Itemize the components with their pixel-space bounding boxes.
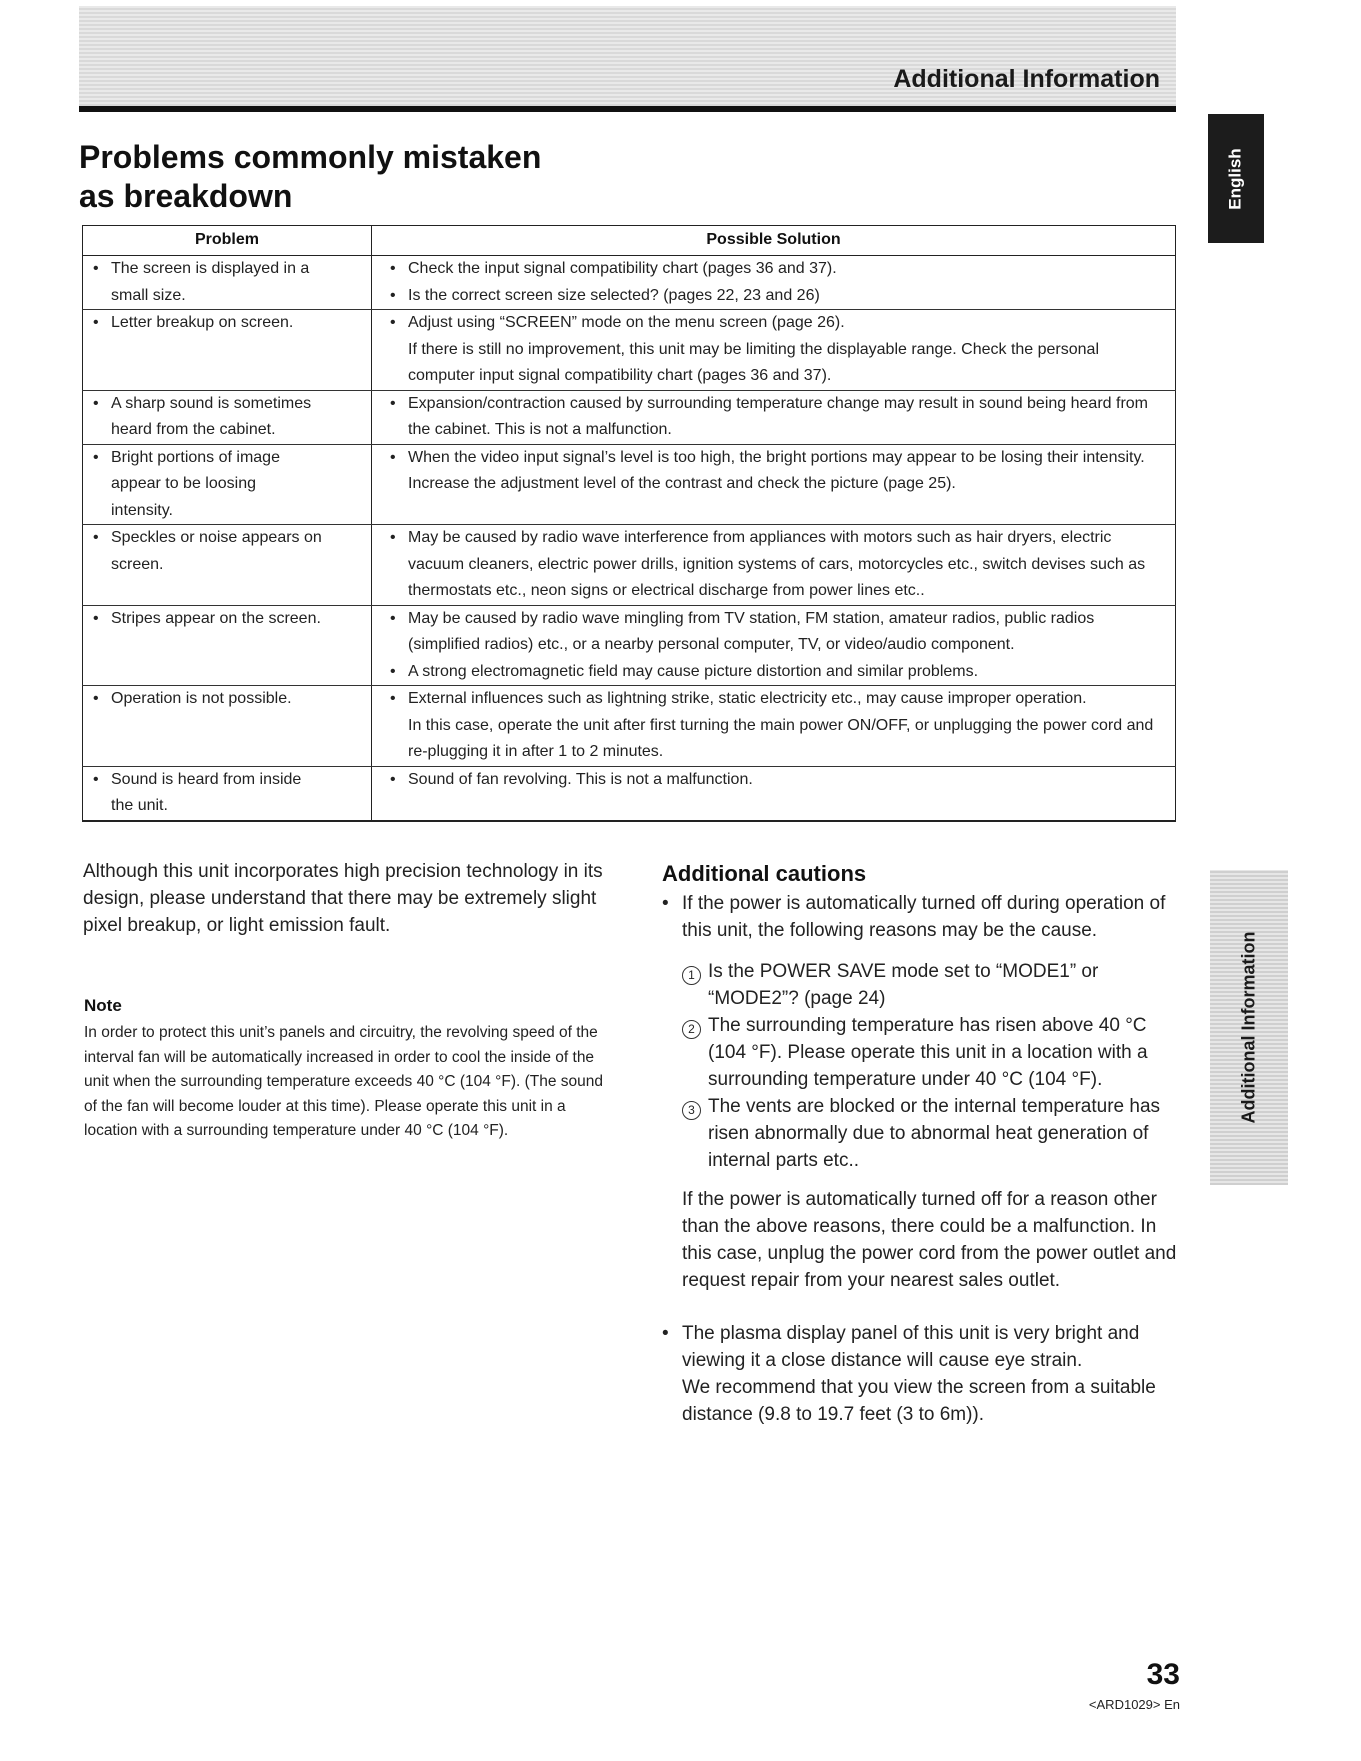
bullet-icon: • — [390, 770, 396, 788]
bullet-icon: • — [390, 260, 396, 277]
bullet-icon: • — [390, 448, 396, 466]
page-title-line-2: as breakdown — [79, 178, 293, 214]
header-section-title: Additional Information — [893, 65, 1160, 93]
problem-text: Operation is not possible. — [111, 690, 292, 707]
troubleshooting-table — [82, 225, 1176, 822]
note-label: Note — [84, 996, 122, 1015]
bullet-icon: • — [390, 314, 396, 331]
table-body — [83, 256, 1176, 821]
bullet-icon: • — [390, 286, 396, 304]
problem-cell — [83, 390, 372, 444]
circled-number-icon: 1 — [682, 960, 704, 1012]
problem-cell — [83, 525, 372, 606]
bullet-icon: • — [662, 893, 669, 914]
solution-text: A strong electromagnetic field may cause picture distortion and similar problems. — [408, 662, 979, 680]
header-band — [79, 6, 1176, 106]
table-row — [83, 444, 1176, 525]
solution-text: May be caused by radio wave mingling from TV station, FM station, amateur radios, public radios (simplified radios) etc., or a nearby personal computer, TV, or video/audio component. — [408, 609, 1095, 653]
additional-cautions — [662, 860, 1182, 1428]
section-tab-label: Additional Information — [1238, 931, 1259, 1124]
solution-cell — [372, 525, 1176, 606]
problem-text: Bright portions of image appear to be loosing intensity. — [111, 448, 280, 519]
problem-cell — [83, 766, 372, 821]
column-header-solution: Possible Solution — [372, 226, 1176, 256]
list-item — [682, 958, 1182, 1012]
page-number: 33 — [1146, 1658, 1180, 1691]
problem-text: Speckles or noise appears on screen. — [111, 529, 322, 573]
bullet-icon: • — [93, 260, 99, 277]
bullet-icon: • — [93, 448, 99, 466]
table-row — [83, 256, 1176, 310]
table-row — [83, 390, 1176, 444]
caution-item — [662, 890, 1182, 1294]
bullet-icon: • — [93, 609, 99, 627]
solution-text: Check the input signal compatibility chart (pages 36 and 37). — [408, 260, 837, 277]
solution-text: Increase the adjustment level of the contrast and check the picture (page 25). — [408, 475, 956, 492]
list-item-text: The vents are blocked or the internal temperature has risen abnormally due to abnormal heat generation of internal parts etc.. — [708, 1096, 1161, 1171]
solution-text: In this case, operate the unit after first turning the main power ON/OFF, or unplugging the power cord and re-plugging it in after 1 to 2 minutes. — [408, 716, 1154, 760]
column-header-problem: Problem — [83, 226, 372, 256]
solution-cell — [372, 256, 1176, 310]
solution-cell — [372, 444, 1176, 525]
bullet-icon: • — [662, 1323, 669, 1344]
solution-text: Is the correct screen size selected? (pages 22, 23 and 26) — [408, 286, 820, 304]
solution-text: May be caused by radio wave interference from appliances with motors such as hair dryers, electric vacuum cleaners, electric power drills, ignition systems of cars, motorcycles etc., switch devises such as thermostats etc., neon signs or electrical discharge from power lines etc.. — [408, 529, 1146, 599]
caution-followup-text: If the power is automatically turned off for a reason other than the above reasons, there could be a malfunction. In this case, unplug the power cord from the power outlet and request repair from your nearest sales outlet. — [682, 1189, 1177, 1291]
problem-cell — [83, 686, 372, 767]
document-code: <ARD1029> En — [1088, 1697, 1180, 1712]
cautions-title: Additional cautions — [662, 861, 867, 886]
bullet-icon: • — [390, 690, 396, 707]
bullet-icon: • — [93, 770, 99, 788]
problem-text: Stripes appear on the screen. — [111, 609, 321, 627]
header-rule — [79, 106, 1176, 112]
table-row — [83, 686, 1176, 767]
table-row — [83, 766, 1176, 821]
bullet-icon: • — [93, 314, 99, 331]
problem-text: Sound is heard from inside the unit. — [111, 770, 302, 814]
caution-item-text: If the power is automatically turned off during operation of this unit, the following reasons may be the cause. — [682, 893, 1166, 941]
caution-item-text: We recommend that you view the screen from a suitable distance (9.8 to 19.7 feet (3 to 6m)). — [682, 1377, 1156, 1425]
table-row — [83, 310, 1176, 391]
problem-text: The screen is displayed in a small size. — [111, 260, 310, 304]
solution-text: Sound of fan revolving. This is not a malfunction. — [408, 770, 753, 788]
solution-cell — [372, 605, 1176, 686]
section-tab — [1210, 870, 1288, 1185]
circled-number-icon: 3 — [682, 1095, 704, 1174]
intro-paragraph: Although this unit incorporates high precision technology in its design, please understand that there may be extremely slight pixel breakup, or light emission fault. — [83, 861, 603, 936]
page-title-line-1: Problems commonly mistaken — [79, 139, 542, 175]
bullet-icon: • — [390, 609, 396, 627]
table-row — [83, 525, 1176, 606]
language-tab-label: English — [1226, 147, 1245, 210]
bullet-icon: • — [390, 662, 396, 680]
numbered-list — [682, 958, 1182, 1174]
table-header-row — [83, 226, 1176, 256]
bullet-icon: • — [390, 529, 396, 546]
solution-cell — [372, 686, 1176, 767]
solution-text: When the video input signal’s level is too high, the bright portions may appear to be losing their intensity. — [408, 448, 1145, 466]
bullet-icon: • — [93, 529, 99, 546]
problem-text: Letter breakup on screen. — [111, 314, 294, 331]
problem-text: A sharp sound is sometimes heard from the cabinet. — [111, 394, 312, 438]
bullet-icon: • — [93, 394, 99, 412]
caution-item — [662, 1320, 1182, 1428]
language-tab — [1208, 114, 1264, 243]
solution-cell — [372, 310, 1176, 391]
solution-text: If there is still no improvement, this unit may be limiting the displayable range. Check the personal computer input signal compatibility chart (pages 36 and 37). — [408, 340, 1100, 384]
solution-text: Adjust using “SCREEN” mode on the menu screen (page 26). — [408, 314, 845, 331]
list-item-text: The surrounding temperature has risen above 40 °C (104 °F). Please operate this unit in a location with a surrounding temperature under 40 °C (104 °F). — [708, 1015, 1148, 1090]
solution-cell — [372, 390, 1176, 444]
list-item — [682, 1012, 1182, 1093]
problem-cell — [83, 256, 372, 310]
solution-cell — [372, 766, 1176, 821]
problem-cell — [83, 444, 372, 525]
caution-item-text: The plasma display panel of this unit is very bright and viewing it a close distance will cause eye strain. — [682, 1323, 1140, 1371]
page-title — [79, 138, 541, 216]
circled-number-icon: 2 — [682, 1014, 704, 1093]
problem-cell — [83, 310, 372, 391]
list-item-text: Is the POWER SAVE mode set to “MODE1” or “MODE2”? (page 24) — [708, 961, 1099, 1009]
solution-text: Expansion/contraction caused by surrounding temperature change may result in sound being heard from the cabinet. This is not a malfunction. — [408, 394, 1148, 438]
problem-cell — [83, 605, 372, 686]
list-item — [682, 1093, 1182, 1174]
table-row — [83, 605, 1176, 686]
bullet-icon: • — [93, 690, 99, 707]
note-text: In order to protect this unit’s panels and circuitry, the revolving speed of the interval fan will be automatically increased in order to cool the inside of the unit when the surrounding temperature exceeds 40 °C (104 °F). (The sound of the fan will become louder at this time). Please operate this unit in a location with a surrounding temperature under 40 °C (104 °F). — [84, 1024, 604, 1139]
bullet-icon: • — [390, 394, 396, 412]
solution-text: External influences such as lightning strike, static electricity etc., may cause improper operation. — [408, 690, 1087, 707]
